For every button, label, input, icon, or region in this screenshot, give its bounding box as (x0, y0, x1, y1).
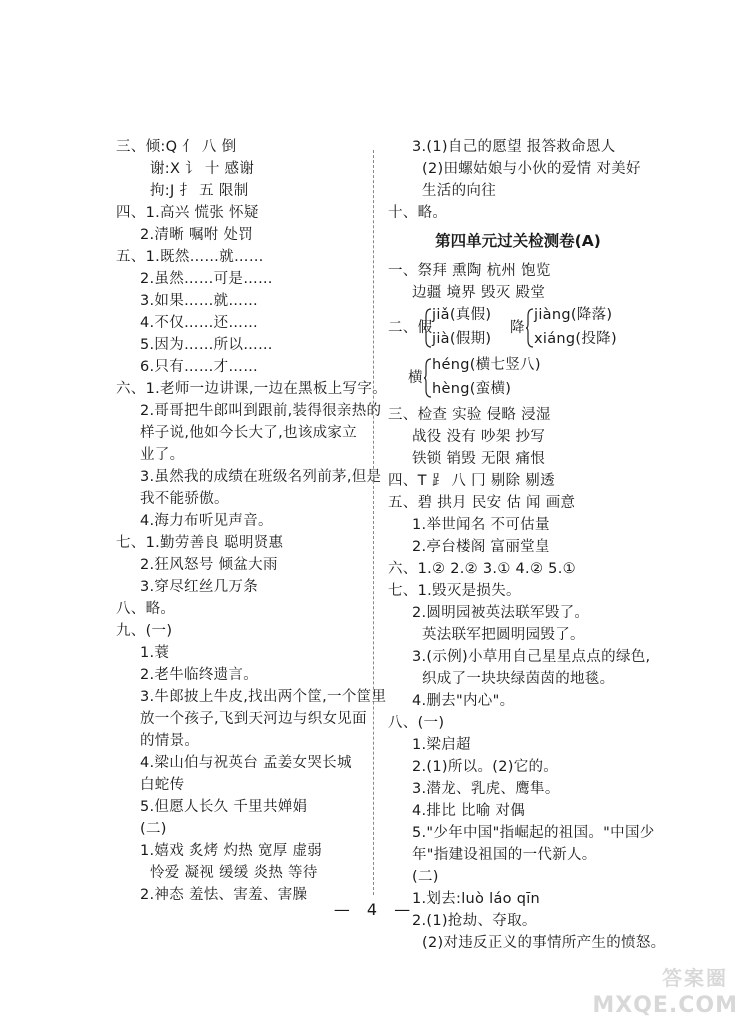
answer-line: 八、略。 (116, 601, 176, 617)
answer-line: 我不能骄傲。 (140, 491, 229, 507)
brace-char: 横 (408, 370, 423, 386)
answer-line: 三、检查 实验 侵略 浸湿 (388, 407, 551, 423)
brace-icon (424, 308, 432, 348)
brace-icon (424, 358, 432, 398)
reading-line: jiàng(降落) (534, 307, 613, 323)
answer-line: 3.穿尽红丝几万条 (140, 579, 259, 595)
answer-line: 六、1.老师一边讲课,一边在黑板上写字。 (116, 381, 387, 397)
answer-line: 八、(一) (388, 715, 445, 731)
watermark-badge: 答案圈 (662, 966, 728, 990)
answer-line: 2.圆明园被英法联军毁了。 (412, 605, 590, 621)
brace-icon (526, 308, 534, 348)
answer-line: 谢:X 讠 十 感谢 (150, 161, 255, 177)
answer-line: 边疆 境界 毁灭 殿堂 (412, 285, 546, 301)
reading-line: héng(横七竖八) (432, 357, 541, 373)
column-divider (373, 150, 374, 895)
answer-line: 白蛇传 (140, 777, 185, 793)
answer-line: 2.虽然……可是…… (140, 271, 273, 287)
watermark-logo (588, 962, 738, 1018)
answer-line: 1.嬉戏 炙烤 灼热 宽厚 虚弱 (140, 843, 323, 859)
answer-line: 4.删去"内心"。 (412, 693, 515, 709)
answer-line: (二) (412, 869, 439, 885)
answer-line: 6.只有……才…… (140, 359, 259, 375)
answer-line: 四、1.高兴 慌张 怀疑 (116, 205, 259, 221)
answer-line: 1.梁启超 (412, 737, 471, 753)
reading-line: jiǎ(真假) (432, 307, 492, 323)
answer-line: 1.举世闻名 不可估量 (412, 517, 550, 533)
answer-line: 一、祭拜 熏陶 杭州 饱览 (388, 263, 551, 279)
answer-line: 1.蓑 (140, 645, 170, 661)
answer-line: 五、1.既然……就…… (116, 249, 264, 265)
answer-line: 4.不仅……还…… (140, 315, 259, 331)
answer-line: 3.(1)自己的愿望 报答救命恩人 (412, 139, 616, 155)
answer-line: 2.亭台楼阁 富丽堂皇 (412, 539, 550, 555)
answer-line: 5.因为……所以…… (140, 337, 273, 353)
brace-prefix: 二、假 (388, 320, 433, 336)
answer-line: 3.牛郎披上牛皮,找出两个筐,一个筐里 (140, 689, 387, 705)
answer-line: 4.梁山伯与祝英台 孟姜女哭长城 (140, 755, 352, 771)
answer-line: 怜爱 凝视 缓缓 炎热 等待 (150, 865, 318, 881)
answer-line: 3.(示例)小草用自己星星点点的绿色, (412, 649, 651, 665)
answer-line: 样子说,他如今长大了,也该成家立 (140, 425, 358, 441)
answer-line: 九、(一) (116, 623, 173, 639)
right-column (388, 136, 666, 954)
reading-line: jià(假期) (432, 331, 492, 347)
page-number: — 4 — (333, 900, 417, 919)
answer-line: 4.排比 比喻 对偶 (412, 803, 526, 819)
watermark-url: MXQE.COM (592, 993, 738, 1018)
left-column (116, 136, 387, 906)
answer-line: 3.虽然我的成绩在班级名列前茅,但是 (140, 469, 382, 485)
answer-line: 三、倾:Q 亻 八 倒 (116, 139, 237, 155)
answer-line: 3.潜龙、乳虎、鹰隼。 (412, 781, 560, 797)
answer-line: 业了。 (140, 447, 185, 463)
section-title: 第四单元过关检测卷(A) (435, 232, 601, 250)
brace-char: 降 (510, 320, 525, 336)
answer-line: 2.哥哥把牛郎叫到跟前,装得很亲热的 (140, 403, 382, 419)
answer-line: 七、1.勤劳善良 聪明贤惠 (116, 535, 284, 551)
answer-line: 六、1.② 2.② 3.① 4.② 5.① (388, 561, 576, 577)
answer-line: (2)对违反正义的事情所产生的愤怒。 (422, 935, 666, 951)
answer-line: 放一个孩子,飞到天河边与织女见面 (140, 711, 367, 727)
reading-line: xiáng(投降) (534, 331, 617, 347)
answer-line: 2.狂风怒号 倾盆大雨 (140, 557, 278, 573)
answer-line: 2.神态 羞怯、害羞、害臊 (140, 887, 308, 903)
reading-line: hèng(蛮横) (432, 381, 512, 397)
answer-line: 战役 没有 吵架 抄写 (412, 429, 546, 445)
answer-line: (二) (140, 821, 167, 837)
answer-line: 四、T ⻊ 八 冂 剔除 剔透 (388, 473, 555, 489)
answer-line: 1.划去:luò láo qīn (412, 891, 541, 907)
answer-line: 英法联军把圆明园毁了。 (422, 627, 585, 643)
answer-line: 的情景。 (140, 733, 200, 749)
answer-line: 十、略。 (388, 205, 448, 221)
answer-line: 生活的向往 (422, 183, 496, 199)
answer-line: (2)田螺姑娘与小伙的爱情 对美好 (422, 161, 641, 177)
answer-line: 2.老牛临终遗言。 (140, 667, 259, 683)
pronunciation-brace-heng (388, 354, 648, 404)
answer-line: 2.清晰 嘱咐 处罚 (140, 227, 254, 243)
answer-line: 五、碧 拱月 民安 估 闻 画意 (388, 495, 576, 511)
answer-line: 3.如果……就…… (140, 293, 259, 309)
answer-line: 2.(1)抢劫、夺取。 (412, 913, 537, 929)
answer-line: 5."少年中国"指崛起的祖国。"中国少 (412, 825, 655, 841)
answer-line: 年"指建设祖国的一代新人。 (412, 847, 597, 863)
answer-line: 织成了一块块绿茵茵的地毯。 (422, 671, 615, 687)
answer-line: 七、1.毁灭是损失。 (388, 583, 521, 599)
answer-line: 5.但愿人长久 千里共婵娟 (140, 799, 308, 815)
answer-line: 4.海力布听见声音。 (140, 513, 273, 529)
answer-line: 铁锁 销毁 无限 痛恨 (412, 451, 546, 467)
answer-line: 拘:J 扌 五 限制 (150, 183, 249, 199)
answer-line: 2.(1)所以。(2)它的。 (412, 759, 559, 775)
pronunciation-brace-jia (388, 304, 648, 354)
